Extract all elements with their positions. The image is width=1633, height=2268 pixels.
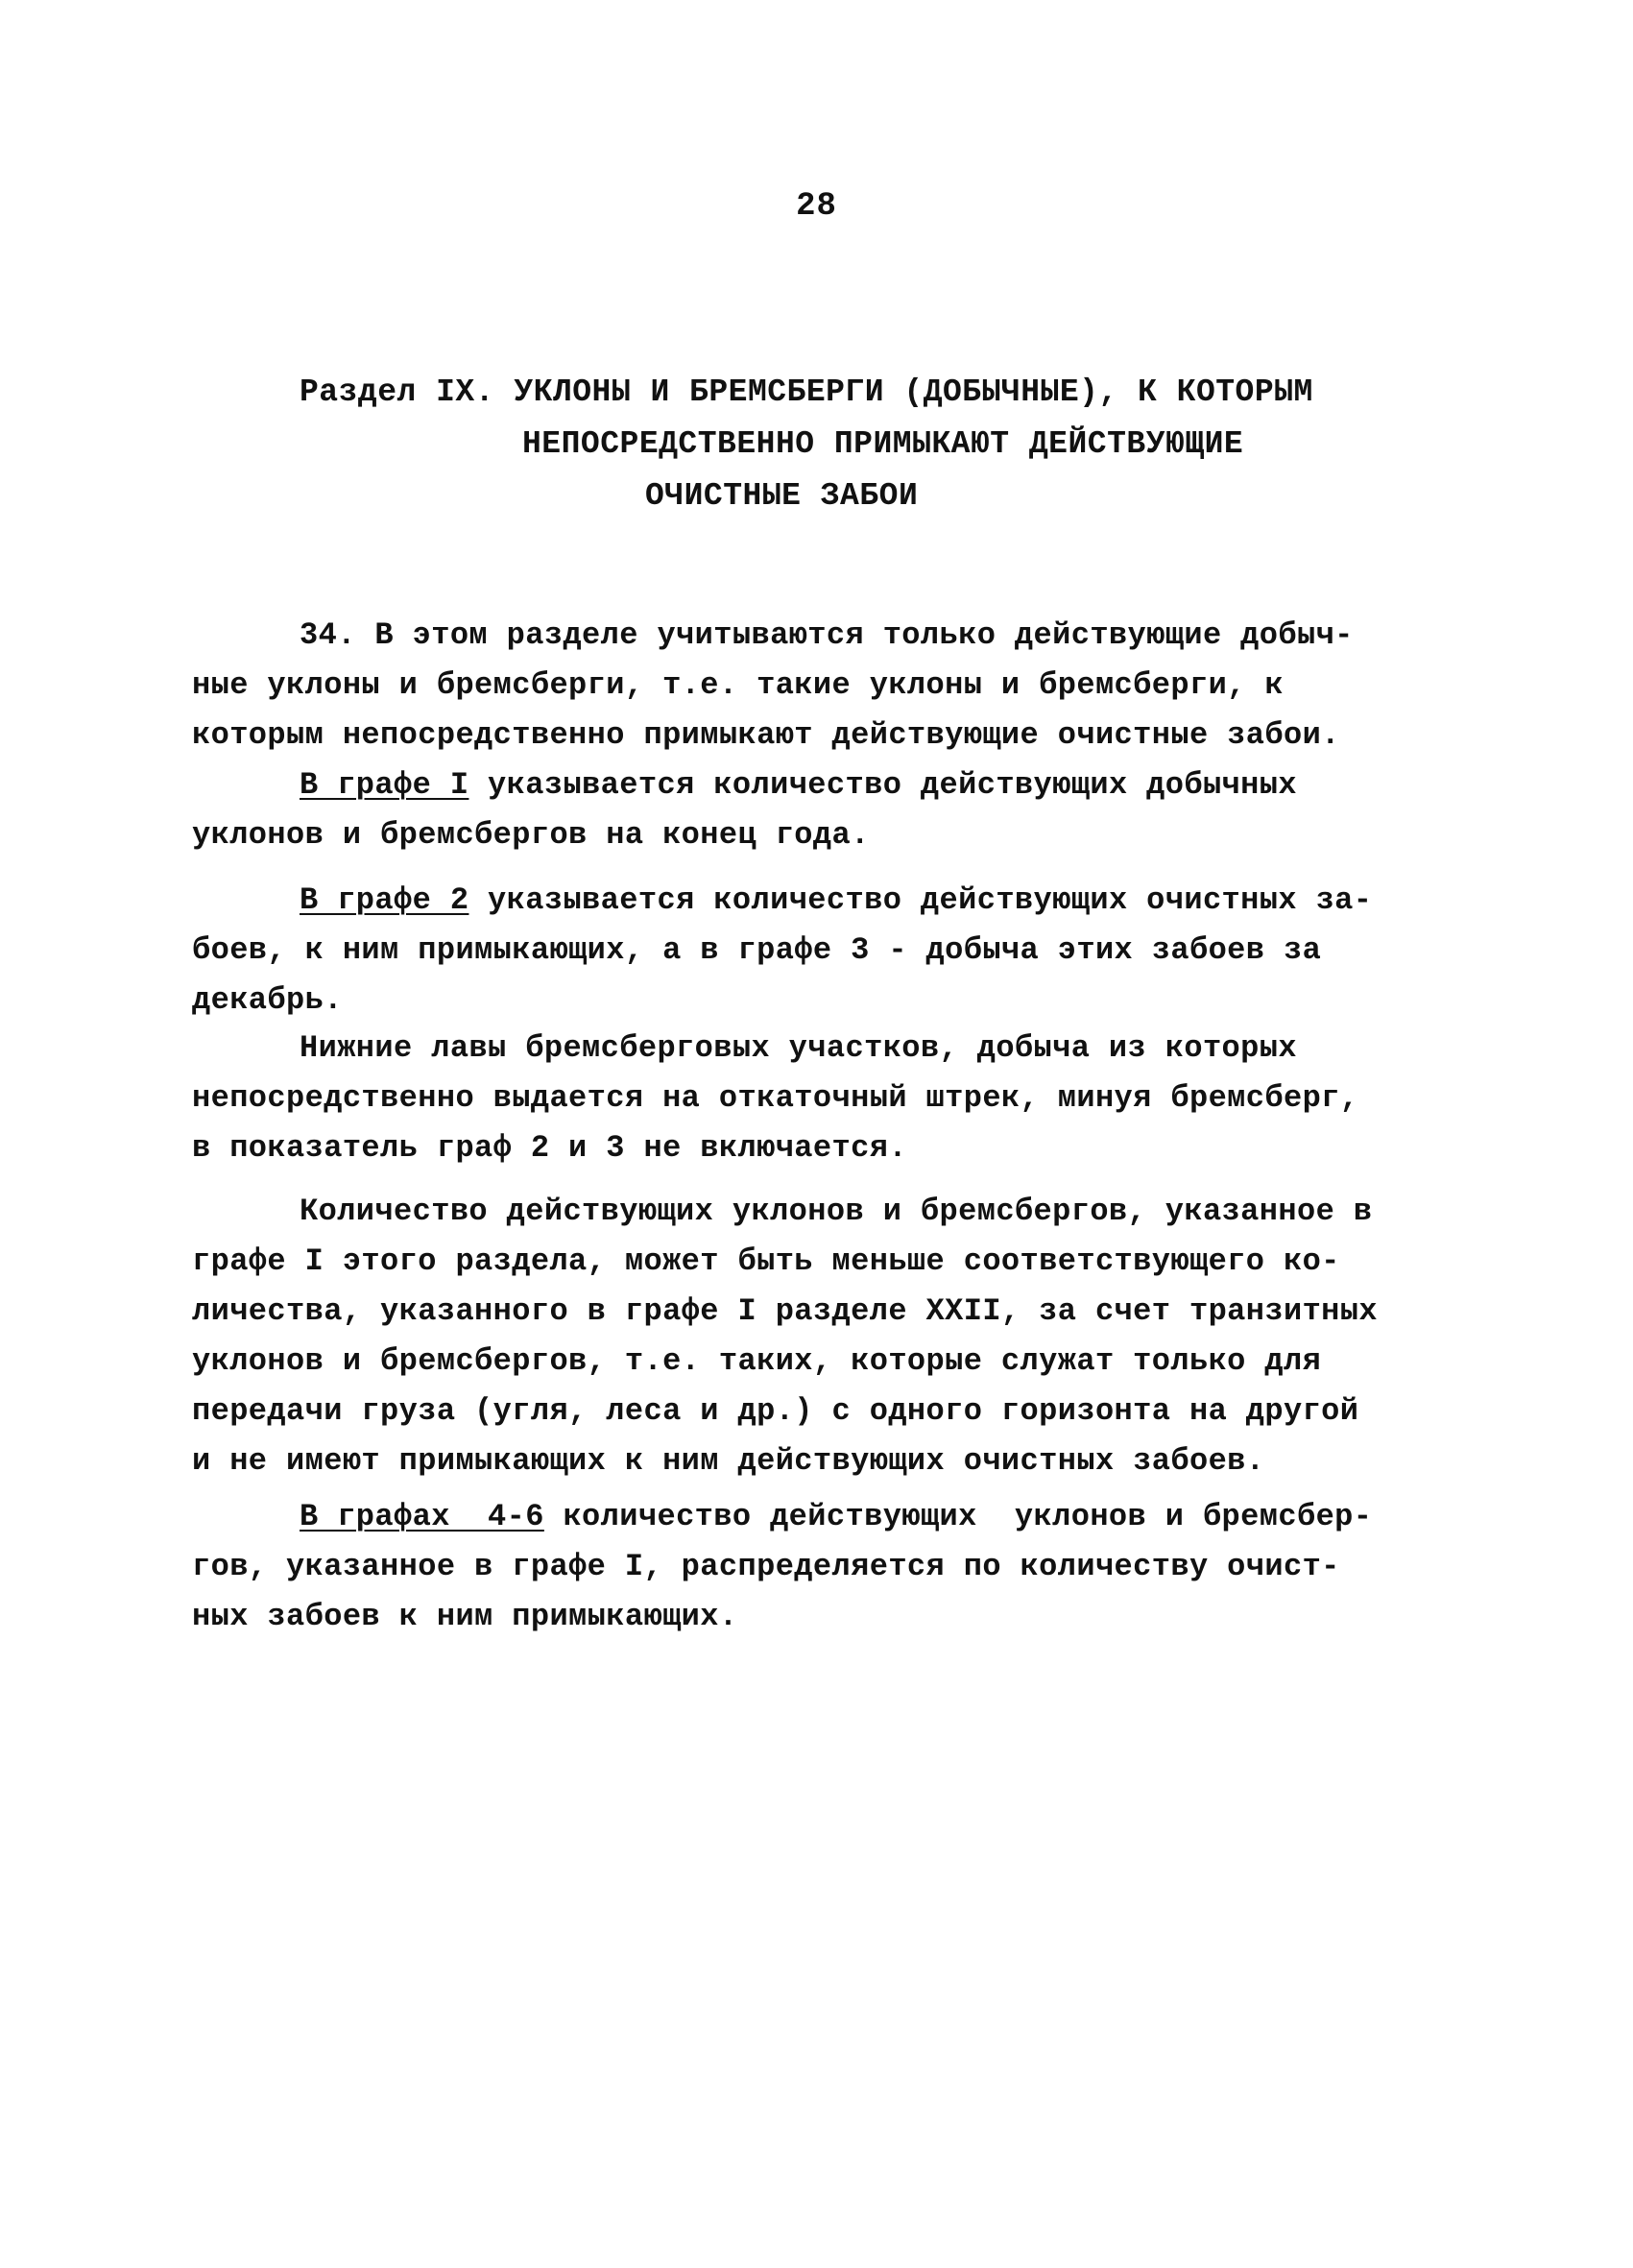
paragraph-transit-line-1: Количество действующих уклонов и бремсбергов, указанное в [300,1194,1373,1229]
section-title-line-2: НЕПОСРЕДСТВЕННО ПРИМЫКАЮТ ДЕЙСТВУЮЩИЕ [522,426,1244,462]
paragraph-34-line-1: 34. В этом разделе учитываются только действующие добыч- [300,617,1354,653]
paragraph-column-1-text: указывается количество действующих добычных [468,767,1297,803]
paragraph-column-1-line-2: уклонов и бремсбергов на конец года. [192,817,870,853]
paragraph-column-2-line-1 [300,882,1373,918]
paragraph-columns-4-6-line-3: ных забоев к ним примыкающих. [192,1599,738,1634]
paragraph-column-2-text: указывается количество действующих очистных за- [468,882,1373,918]
paragraph-transit-line-4: уклонов и бремсбергов, т.е. таких, которые служат только для [192,1343,1322,1379]
column-1-reference: В графе I [300,767,469,803]
paragraph-34-line-3: которым непосредственно примыкают действующие очистные забои. [192,717,1340,753]
paragraph-transit-line-6: и не имеют примыкающих к ним действующих очистных забоев. [192,1443,1265,1479]
paragraph-columns-4-6-text: количество действующих уклонов и бремсбер- [543,1499,1373,1534]
column-2-reference: В графе 2 [300,882,469,918]
paragraph-lower-faces-line-3: в показатель граф 2 и 3 не включается. [192,1130,907,1166]
paragraph-column-2-line-3: декабрь. [192,982,343,1018]
paragraph-columns-4-6-line-2: гов, указанное в графе I, распределяется по количеству очист- [192,1549,1340,1584]
paragraph-columns-4-6-line-1 [300,1499,1373,1534]
paragraph-transit-line-5: передачи груза (угля, леса и др.) с одного горизонта на другой [192,1393,1359,1429]
paragraph-lower-faces-line-2: непосредственно выдается на откаточный штрек, минуя бремсберг, [192,1080,1359,1116]
columns-4-6-reference: В графах 4-6 [300,1499,544,1534]
paragraph-column-1-line-1 [300,767,1297,803]
paragraph-34-line-2: ные уклоны и бремсберги, т.е. такие уклоны и бремсберги, к [192,667,1284,703]
page-number: 28 [796,188,837,225]
paragraph-lower-faces-line-1: Нижние лавы бремсберговых участков, добыча из которых [300,1030,1297,1066]
section-title-line-1: Раздел IX. УКЛОНЫ И БРЕМСБЕРГИ (ДОБЫЧНЫЕ), К КОТОРЫМ [300,374,1313,410]
section-title-line-3: ОЧИСТНЫЕ ЗАБОИ [645,478,919,514]
paragraph-transit-line-3: личества, указанного в графе I разделе XXII, за счет транзитных [192,1293,1378,1329]
paragraph-transit-line-2: графе I этого раздела, может быть меньше соответствующего ко- [192,1243,1340,1279]
paragraph-column-2-line-2: боев, к ним примыкающих, а в графе 3 - добыча этих забоев за [192,932,1322,968]
